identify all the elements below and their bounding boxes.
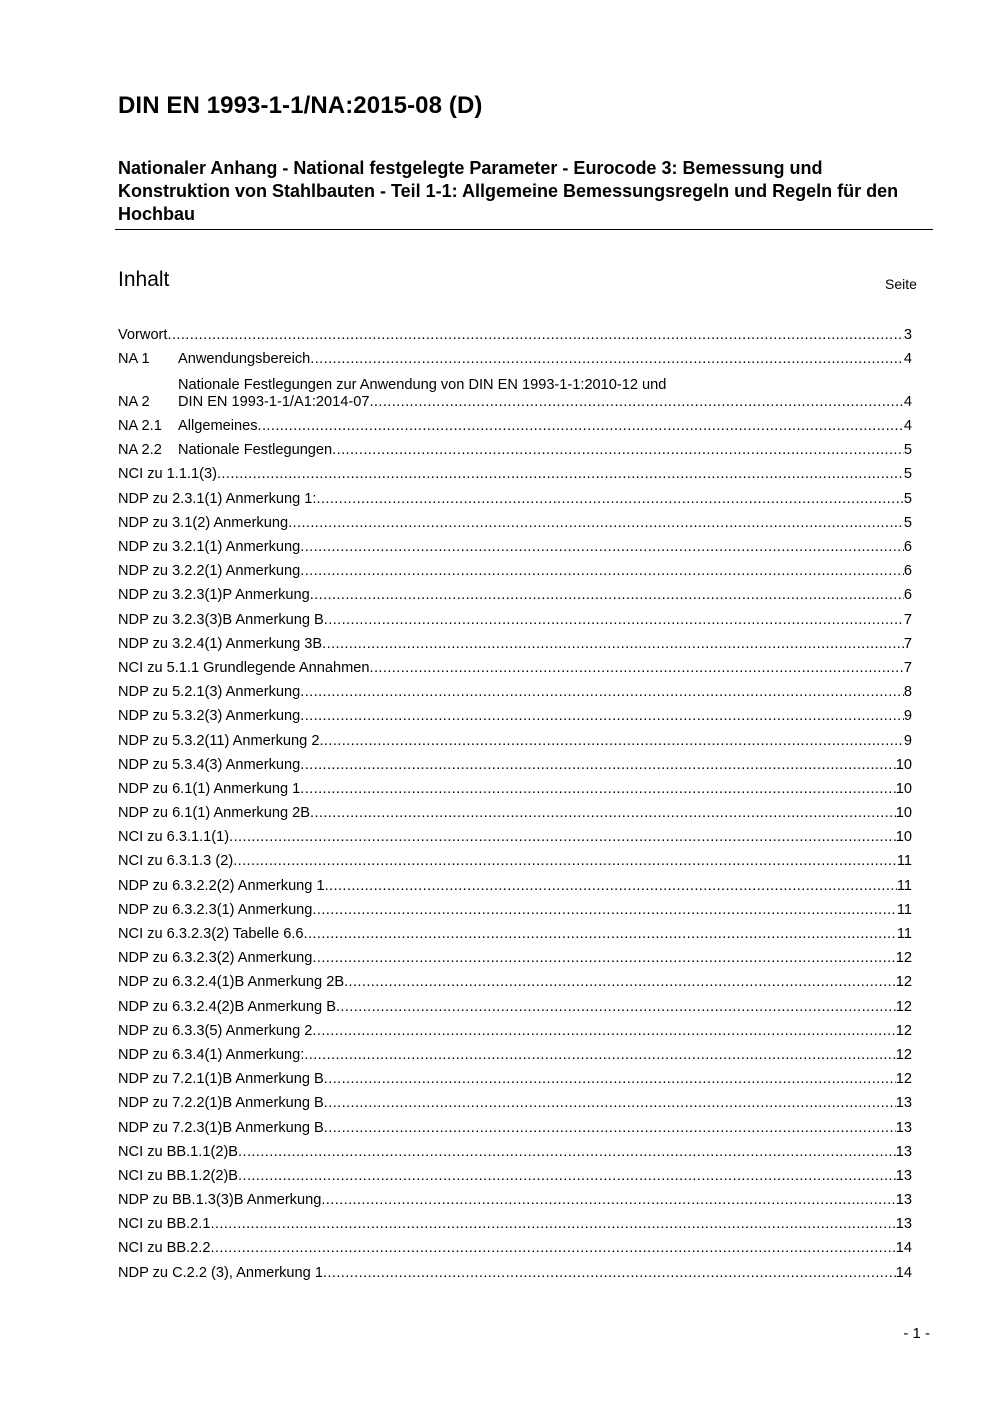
toc-entry-page: 4 <box>903 351 912 368</box>
toc-entry[interactable] <box>118 368 912 411</box>
toc-entry-line <box>118 1265 912 1282</box>
dot-leader <box>316 491 903 508</box>
toc-entry-line <box>118 757 912 774</box>
dot-leader <box>312 950 895 967</box>
toc-entry-page: 14 <box>895 1264 912 1281</box>
toc-entry[interactable] <box>118 604 912 628</box>
toc-entry-page: 7 <box>903 611 912 628</box>
toc-entry[interactable] <box>118 1088 912 1112</box>
toc-entry-body <box>178 351 912 368</box>
toc-entry-body <box>118 805 912 822</box>
toc-entry-title-line1: Nationale Festlegungen zur Anwendung von DIN EN 1993-1-1:2010-12 und <box>178 376 667 393</box>
toc-entry-line <box>118 660 912 677</box>
toc-entry-line <box>118 587 912 604</box>
toc-entry-title: NDP zu 7.2.3(1)B Anmerkung B <box>118 1119 324 1136</box>
toc-entry-title: NDP zu 3.2.4(1) Anmerkung 3B <box>118 635 323 652</box>
dot-leader <box>321 1192 895 1209</box>
toc-entry-line <box>118 902 912 919</box>
toc-entry-title: NDP zu 2.3.1(1) Anmerkung 1: <box>118 490 317 507</box>
toc-entry-body <box>118 926 912 943</box>
toc-entry-body <box>118 466 912 483</box>
toc-entry-line <box>118 1240 912 1257</box>
dot-leader <box>217 466 904 483</box>
toc-entry-page: 10 <box>895 829 912 846</box>
toc-entry-page: 10 <box>895 756 912 773</box>
document-title: DIN EN 1993-1-1/NA:2015-08 (D) <box>118 92 483 119</box>
toc-entry-title: NDP zu 5.3.2(3) Anmerkung <box>118 708 301 725</box>
dot-leader <box>322 636 904 653</box>
toc-entry-line <box>118 974 912 991</box>
toc-entry-body <box>118 950 912 967</box>
toc-entry-line <box>118 563 912 580</box>
toc-entry-title: NCI zu BB.2.2 <box>118 1240 211 1257</box>
toc-entry-line <box>118 999 912 1016</box>
toc-entry-body <box>178 377 912 411</box>
toc-entry-title: NDP zu 5.3.2(11) Anmerkung 2 <box>118 732 320 749</box>
toc-entry-title: NDP zu 6.3.2.4(1)B Anmerkung 2B <box>118 974 345 991</box>
dot-leader <box>370 660 904 677</box>
toc-entry[interactable] <box>118 653 912 677</box>
toc-entry-title: Anwendungsbereich <box>178 351 311 368</box>
toc-entry-body <box>118 491 912 508</box>
toc-entry-line <box>178 442 912 459</box>
toc-entry[interactable] <box>118 1016 912 1040</box>
dot-leader <box>210 1240 895 1257</box>
toc-entry-line <box>118 878 912 895</box>
toc-entry[interactable] <box>118 483 912 507</box>
dot-leader <box>288 515 904 532</box>
toc-entry[interactable] <box>118 1040 912 1064</box>
toc-entry-page: 12 <box>895 950 912 967</box>
toc-entry-page: 11 <box>896 926 912 942</box>
toc-entry[interactable] <box>118 1064 912 1088</box>
toc-entry[interactable] <box>118 991 912 1015</box>
toc-entry-page: 10 <box>895 780 912 797</box>
toc-entry-line <box>118 1023 912 1040</box>
toc-entry-body <box>118 999 912 1016</box>
dot-leader <box>310 587 904 604</box>
dot-leader <box>323 1265 896 1282</box>
toc-entry[interactable] <box>118 774 912 798</box>
toc-entry-page: 14 <box>895 1240 912 1257</box>
toc-entry-body <box>118 515 912 532</box>
toc-entry-page: 11 <box>896 853 912 870</box>
toc-entry[interactable] <box>118 750 912 774</box>
toc-entry-title: NDP zu C.2.2 (3), Anmerkung 1 <box>118 1264 323 1281</box>
toc-entry[interactable] <box>118 320 912 344</box>
toc-entry[interactable] <box>118 677 912 701</box>
toc-entry-title: Vorwort <box>118 327 168 344</box>
dot-leader <box>238 1144 896 1161</box>
toc-entry-page: 13 <box>895 1216 912 1233</box>
toc-entry[interactable] <box>118 1209 912 1233</box>
toc-entry-page: 13 <box>895 1143 912 1160</box>
dot-leader <box>210 1216 895 1233</box>
toc-entry-title: NDP zu BB.1.3(3)B Anmerkung <box>118 1192 322 1209</box>
dot-leader <box>324 1071 896 1088</box>
toc-entry-line <box>118 1047 912 1064</box>
toc-entry-title: NCI zu BB.2.1 <box>118 1216 211 1233</box>
toc-entry-page: 8 <box>903 684 912 701</box>
document-subtitle: Nationaler Anhang - National festgelegte Parameter - Eurocode 3: Bemessung und Konstruktion von Stahlbauten - Teil 1-1: Allgemeine Bemessungsregeln und Regeln für den Hochbau <box>118 158 899 224</box>
dot-leader <box>344 974 896 991</box>
toc-entry[interactable] <box>118 943 912 967</box>
dot-leader <box>304 926 897 943</box>
toc-entry[interactable] <box>118 725 912 749</box>
toc-entry-line <box>118 612 912 629</box>
dot-leader <box>369 394 903 411</box>
dot-leader <box>312 902 896 919</box>
toc-entry[interactable] <box>118 1161 912 1185</box>
toc-entry-title: NDP zu 6.3.3(5) Anmerkung 2 <box>118 1022 313 1039</box>
toc-page-column-label: Seite <box>885 276 917 292</box>
toc-entry-line <box>118 853 912 870</box>
toc-entry[interactable] <box>118 1137 912 1161</box>
toc-entry-page: 12 <box>895 1046 912 1063</box>
toc-entry-body <box>118 327 912 344</box>
toc-entry-title: NDP zu 3.2.3(1)P Anmerkung <box>118 587 310 604</box>
toc-entry-body <box>178 418 912 435</box>
toc-entry[interactable] <box>118 459 912 483</box>
toc-entry[interactable] <box>118 967 912 991</box>
dot-leader <box>229 829 896 846</box>
toc-entry[interactable] <box>118 508 912 532</box>
toc-entry-page: 11 <box>896 877 912 894</box>
toc-entry[interactable] <box>118 344 912 368</box>
toc-entry-page: 10 <box>895 805 912 822</box>
toc-entry-body <box>118 878 912 895</box>
toc-entry-line <box>118 733 912 750</box>
toc-entry-line <box>178 351 912 368</box>
dot-leader <box>336 999 896 1016</box>
toc-entry[interactable] <box>118 798 912 822</box>
toc-entry[interactable] <box>118 580 912 604</box>
toc-entry-line <box>118 781 912 798</box>
toc-entry-body <box>118 902 912 919</box>
toc-entry-page: 13 <box>895 1119 912 1136</box>
dot-leader <box>300 708 904 725</box>
toc-entry-line <box>118 805 912 822</box>
toc-entry-body <box>118 539 912 556</box>
toc-entry-page: 7 <box>903 659 912 676</box>
toc-entry[interactable] <box>118 435 912 459</box>
toc-entry-body <box>118 1265 912 1282</box>
page-number: - 1 - <box>903 1325 930 1342</box>
toc-entry-page: 7 <box>903 635 912 652</box>
toc-entry-title: NDP zu 7.2.2(1)B Anmerkung B <box>118 1095 324 1112</box>
toc-entry-body <box>118 1192 912 1209</box>
toc-entry-title: Nationale Festlegungen <box>178 442 333 459</box>
toc-entry-title: NCI zu 6.3.2.3(2) Tabelle 6.6 <box>118 926 304 942</box>
toc-entry-page: 3 <box>903 327 912 344</box>
toc-entry[interactable] <box>118 846 912 870</box>
toc-entry-line <box>118 539 912 556</box>
toc-entry-line <box>118 1144 912 1161</box>
toc-entry[interactable] <box>118 629 912 653</box>
toc-entry-body <box>118 1240 912 1257</box>
toc-entry-page: 12 <box>895 1071 912 1088</box>
toc-entry[interactable] <box>118 1185 912 1209</box>
toc-entry-body <box>118 1023 912 1040</box>
toc-entry-number: NA 2.2 <box>118 442 162 459</box>
toc-entry-page: 13 <box>895 1167 912 1184</box>
dot-leader <box>258 418 904 435</box>
toc-entry-body <box>118 563 912 580</box>
toc-entry-body <box>178 442 912 459</box>
toc-entry-body <box>118 1047 912 1064</box>
dot-leader <box>300 757 896 774</box>
toc-entry[interactable] <box>118 556 912 580</box>
toc-entry-page: 6 <box>903 539 912 555</box>
toc-entry-title: NCI zu 5.1.1 Grundlegende Annahmen <box>118 659 370 676</box>
dot-leader <box>325 878 897 895</box>
toc-entry-body <box>118 587 912 604</box>
dot-leader <box>310 351 904 368</box>
dot-leader <box>310 805 896 822</box>
toc-entry-title: NDP zu 6.3.4(1) Anmerkung: <box>118 1046 305 1063</box>
toc-entry-line <box>178 394 912 411</box>
toc-entry[interactable] <box>118 1233 912 1257</box>
toc-entry-title: NDP zu 7.2.1(1)B Anmerkung B <box>118 1071 324 1088</box>
toc-entry-page: 13 <box>895 1192 912 1209</box>
toc-entry-page: 5 <box>903 442 912 459</box>
dot-leader <box>300 684 904 701</box>
toc-entry-line <box>118 636 912 653</box>
toc-entry[interactable] <box>118 1257 912 1281</box>
toc-entry-line <box>118 1192 912 1209</box>
toc-entry-line <box>118 515 912 532</box>
title-divider <box>115 229 933 230</box>
dot-leader <box>324 612 904 629</box>
toc-entry-page: 4 <box>903 393 912 410</box>
toc-entry-title: NDP zu 6.1(1) Anmerkung 2B <box>118 805 310 822</box>
toc-entry-page: 11 <box>896 901 912 918</box>
toc-entry-line <box>118 327 912 344</box>
dot-leader <box>167 327 903 344</box>
toc-entry-title: NCI zu BB.1.2(2)B <box>118 1167 239 1184</box>
toc-entry-title: NDP zu 5.3.4(3) Anmerkung <box>118 756 301 773</box>
toc-entry-title: NDP zu 6.3.2.4(2)B Anmerkung B <box>118 998 336 1015</box>
toc-entry[interactable] <box>118 532 912 556</box>
toc-entry-number: NA 2 <box>118 393 150 410</box>
toc-entry-page: 12 <box>895 974 912 991</box>
toc-entry-body <box>118 612 912 629</box>
toc-entry-body <box>118 660 912 677</box>
toc-entry-title: NCI zu 6.3.1.3 (2) <box>118 853 234 870</box>
toc-entry[interactable] <box>118 870 912 894</box>
toc-entry-line <box>118 1071 912 1088</box>
dot-leader <box>300 781 896 798</box>
toc-entry-body <box>118 1095 912 1112</box>
toc-entry-title: NCI zu BB.1.1(2)B <box>118 1143 239 1160</box>
toc-entry-page: 13 <box>895 1095 912 1112</box>
toc-heading: Inhalt <box>118 268 170 291</box>
dot-leader <box>324 1095 896 1112</box>
toc-entry-body <box>118 1071 912 1088</box>
toc-entry-title: NDP zu 5.2.1(3) Anmerkung <box>118 684 301 701</box>
toc-entry[interactable] <box>118 1112 912 1136</box>
toc-entry-body <box>118 1144 912 1161</box>
toc-entry-body <box>118 708 912 725</box>
toc-entry-body <box>118 636 912 653</box>
toc-entry-body <box>118 781 912 798</box>
toc-entry-page: 12 <box>895 1022 912 1039</box>
toc-entry[interactable] <box>118 701 912 725</box>
toc-entry[interactable] <box>118 919 912 943</box>
dot-leader <box>233 853 897 870</box>
toc-entry-title: NCI zu 6.3.1.1(1) <box>118 829 230 846</box>
toc-entry-line <box>118 1095 912 1112</box>
dot-leader <box>304 1047 895 1064</box>
dot-leader <box>238 1168 896 1185</box>
toc-entry-title: NCI zu 1.1.1(3) <box>118 466 217 483</box>
toc-entry-page: 5 <box>903 490 912 507</box>
toc-entry-body <box>118 853 912 870</box>
toc-entry-page: 9 <box>903 732 912 749</box>
toc-entry-page: 4 <box>903 418 912 435</box>
toc-entry-line <box>118 926 912 943</box>
dot-leader <box>319 733 903 750</box>
toc-entry-page: 6 <box>903 563 912 580</box>
toc-entry-line <box>118 1120 912 1137</box>
table-of-contents <box>118 320 912 1282</box>
toc-entry-page: 12 <box>895 998 912 1015</box>
toc-entry-body <box>118 1168 912 1185</box>
toc-entry-page: 5 <box>903 514 912 531</box>
toc-entry-body <box>118 757 912 774</box>
toc-entry-number: NA 2.1 <box>118 418 162 435</box>
toc-entry-number: NA 1 <box>118 351 150 368</box>
toc-entry-title: NDP zu 3.2.1(1) Anmerkung <box>118 539 301 555</box>
toc-entry-page: 9 <box>903 708 912 725</box>
toc-entry[interactable] <box>118 895 912 919</box>
dot-leader <box>332 442 904 459</box>
dot-leader <box>312 1023 895 1040</box>
toc-entry-line <box>118 829 912 846</box>
toc-entry-line <box>118 684 912 701</box>
toc-entry-title: NDP zu 6.3.2.2(2) Anmerkung 1 <box>118 877 325 894</box>
toc-entry-line <box>118 466 912 483</box>
toc-entry-line <box>118 1216 912 1233</box>
toc-entry-body <box>118 684 912 701</box>
toc-entry-title: NDP zu 6.3.2.3(2) Anmerkung <box>118 950 313 967</box>
toc-entry-page: 5 <box>903 466 912 483</box>
toc-entry-title: NDP zu 3.2.3(3)B Anmerkung B <box>118 611 324 628</box>
toc-entry-body <box>118 1216 912 1233</box>
toc-entry-body <box>118 1120 912 1137</box>
toc-entry-title: NDP zu 6.3.2.3(1) Anmerkung <box>118 901 313 918</box>
toc-entry-body <box>118 974 912 991</box>
toc-entry-line <box>118 1168 912 1185</box>
toc-entry[interactable] <box>118 822 912 846</box>
toc-entry-title: NDP zu 6.1(1) Anmerkung 1 <box>118 780 301 797</box>
toc-entry-line <box>118 491 912 508</box>
toc-entry[interactable] <box>118 411 912 435</box>
dot-leader <box>300 563 904 580</box>
toc-entry-title: DIN EN 1993-1-1/A1:2014-07 <box>178 393 370 410</box>
toc-entry-title: NDP zu 3.2.2(1) Anmerkung <box>118 563 301 580</box>
toc-entry-title: Allgemeines <box>178 418 258 435</box>
toc-entry-line <box>178 418 912 435</box>
toc-entry-line <box>118 708 912 725</box>
toc-entry-body <box>118 829 912 846</box>
dot-leader <box>300 539 904 556</box>
toc-entry-title: NDP zu 3.1(2) Anmerkung <box>118 514 289 531</box>
toc-entry-page: 6 <box>903 587 912 604</box>
toc-entry-body <box>118 733 912 750</box>
toc-entry-line <box>118 950 912 967</box>
dot-leader <box>324 1120 896 1137</box>
